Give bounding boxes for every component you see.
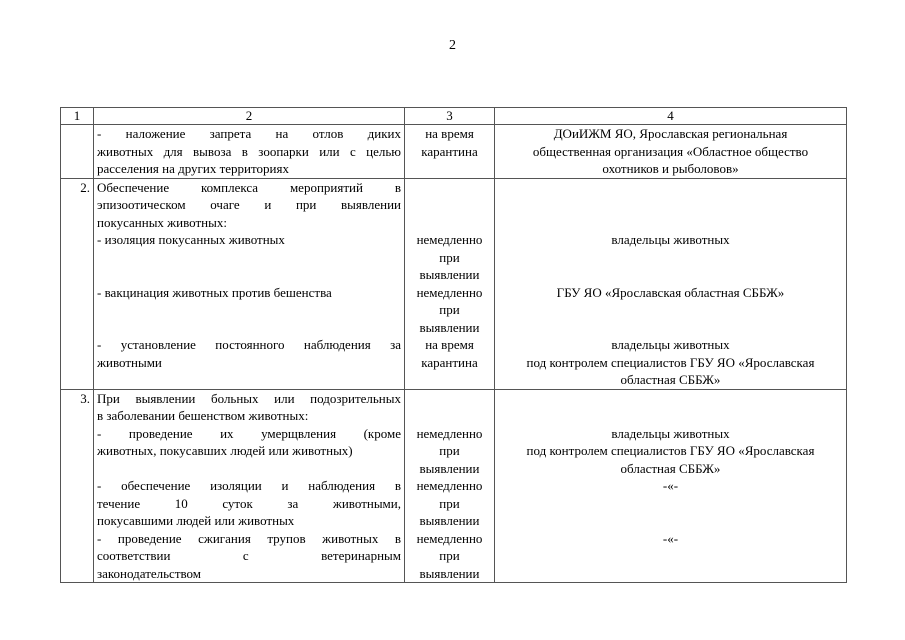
- executor-text: областная СББЖ»: [620, 372, 721, 387]
- measure-text: покусавшими людей или животных: [97, 513, 295, 528]
- term-text: при: [439, 249, 460, 265]
- executor-text: охотников и рыболовов»: [602, 161, 739, 176]
- term-text: на время: [425, 337, 474, 352]
- term-text: на время: [425, 126, 474, 141]
- table-row: [61, 125, 847, 179]
- executor-text: общественная организация «Областное общество: [532, 143, 809, 159]
- executor-cell: [495, 389, 847, 583]
- measure-intro: покусанных животных:: [97, 214, 227, 230]
- executor-text: владельцы животных: [611, 425, 730, 441]
- executor-text: -«-: [662, 530, 679, 546]
- term-text: при: [439, 548, 460, 563]
- term-text: немедленно: [416, 284, 483, 300]
- executor-text: ДОиИЖМ ЯО, Ярославская региональная: [553, 126, 788, 141]
- measure-cell: [94, 125, 405, 179]
- measure-cell: [94, 178, 405, 389]
- measure-cell: [94, 389, 405, 583]
- term-text: немедленно: [416, 530, 483, 546]
- measure-text: - вакцинация животных против бешенства: [97, 284, 332, 300]
- measure-intro: в заболевании бешенством животных:: [97, 408, 309, 423]
- executor-text: ГБУ ЯО «Ярославская областная СББЖ»: [556, 284, 785, 300]
- measure-text: животными: [97, 354, 162, 370]
- measure-text: соответствии с ветеринарным: [97, 548, 401, 563]
- term-text: карантина: [421, 354, 478, 370]
- term-text: при: [439, 302, 460, 317]
- measure-text: законодательством: [97, 565, 202, 581]
- term-text: выявлении: [419, 267, 480, 282]
- measure-text: - проведение их умерщвления (кроме: [97, 425, 401, 441]
- term-text: выявлении: [419, 565, 480, 581]
- executor-cell: [495, 178, 847, 389]
- header-cell: 3: [405, 108, 495, 125]
- measure-text: течение 10 суток за животными,: [97, 495, 401, 511]
- term-text: выявлении: [419, 319, 480, 335]
- table-row: [61, 389, 847, 583]
- executor-text: владельцы животных: [611, 232, 730, 247]
- measure-intro: При выявлении больных или подозрительных: [97, 390, 401, 406]
- term-text: немедленно: [416, 425, 483, 441]
- executor-text: под контролем специалистов ГБУ ЯО «Ярославская: [526, 443, 815, 458]
- term-cell: [405, 178, 495, 389]
- table-row: [61, 178, 847, 389]
- term-text: немедленно: [416, 478, 483, 493]
- measure-text: - наложение запрета на отлов диких: [97, 126, 401, 141]
- measure-intro: эпизоотическом очаге и при выявлении: [97, 197, 401, 212]
- term-text: выявлении: [419, 513, 480, 528]
- term-cell: [405, 125, 495, 179]
- measure-text: - установление постоянного наблюдения за: [97, 337, 401, 352]
- executor-cell: [495, 125, 847, 179]
- row-number: 2.: [61, 178, 94, 389]
- measures-table: [60, 107, 847, 583]
- row-number: 3.: [61, 389, 94, 583]
- header-cell: 1: [61, 108, 94, 125]
- header-cell: 4: [495, 108, 847, 125]
- term-text: карантина: [421, 143, 478, 159]
- table-header-row: [61, 108, 847, 125]
- header-cell: 2: [94, 108, 405, 125]
- measure-text: животных, покусавших людей или животных): [97, 443, 353, 458]
- term-cell: [405, 389, 495, 583]
- executor-text: владельцы животных: [611, 337, 730, 352]
- measure-text: расселения на других территориях: [97, 161, 289, 176]
- term-text: при: [439, 443, 460, 458]
- term-text: при: [439, 495, 460, 511]
- row-number: [61, 125, 94, 179]
- measure-text: животных для вывоза в зоопарки или с целью: [97, 143, 401, 159]
- executor-text: областная СББЖ»: [620, 460, 721, 476]
- term-text: немедленно: [416, 232, 483, 247]
- term-text: выявлении: [419, 460, 480, 476]
- page-number: 2: [449, 38, 456, 53]
- measure-intro: Обеспечение комплекса мероприятий в: [97, 179, 401, 195]
- measure-text: - проведение сжигания трупов животных в: [97, 530, 401, 546]
- executor-text: -«-: [662, 478, 679, 493]
- executor-text: под контролем специалистов ГБУ ЯО «Ярославская: [526, 354, 815, 370]
- measure-text: - изоляция покусанных животных: [97, 232, 285, 247]
- measure-text: - обеспечение изоляции и наблюдения в: [97, 478, 401, 493]
